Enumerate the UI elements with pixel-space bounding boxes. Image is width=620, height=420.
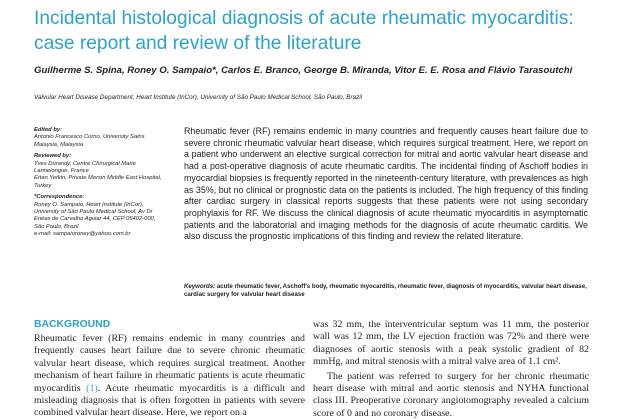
correspondence-text: Roney O. Sampaio, Heart Institute (InCor), University of São Paulo Medical School, Av Dr Enéas de Carvalho Aguiar 44, CEP 05402-000, São Paulo, Brazil e-mail: sampaioroney@yahoo.com.br [34, 201, 156, 238]
case-right-column [313, 319, 589, 420]
background-text-1: Rheumatic fever (RF) remains endemic in many countries and frequently causes heart failure due to severe chronic rheumatic valvular heart disease, which requires surgical treatment. Another mechanism of heart failure in rheumatic patients is acute rheumatic myocarditis [34, 333, 305, 394]
background-heading: BACKGROUND [34, 319, 111, 330]
keywords-label: Keywords: [184, 283, 216, 290]
edited-by-label: Edited by: [34, 127, 63, 133]
reviewed-by-block [34, 153, 166, 190]
reference-link-1[interactable]: (1) [86, 382, 98, 394]
abstract-text: Rheumatic fever (RF) remains endemic in many countries and frequently causes heart failure due to severe chronic rheumatic valvular heart disease, which requires surgical treatment. Here, we report on a patient who underwent an elective surgical correction for mitral and aortic valvular heart disease and had a post-operative diagnosis of acute rheumatic carditis. The incidental finding of Aschoff bodies in myocardial biopsies is frequently reported in the nineteenth-century literature, with prevalences as high as 35%, but no clinical or prognostic data on the patients is included. The high frequency of this finding after cardiac surgery in classical reports suggests that these patients were not using secondary prophylaxis for RF. We discuss the clinical diagnosis of acute rheumatic myocarditis in asymptomatic patients and the laboratorial and imaging methods for the diagnosis of acute rheumatic carditis. We also discuss the prognostic implications of this finding and review the related literature. [184, 126, 588, 242]
keywords-text: acute rheumatic fever, Aschoff's body, rheumatic myocarditis, rheumatic fever, diagnosis of myocarditis, valvular heart disease, cardiac surgery for valvular heart disease [184, 283, 587, 299]
keywords [184, 283, 588, 299]
background-text-2: . Acute rheumatic myocarditis is a difficult and misleading diagnosis that is often forgotten in patients with severe combined valvular heart disease. Here, we report on a [34, 382, 305, 419]
reviewed-by-text: Yves Durandy, Centre Chirurgical Marie Lannelongue, France Ertan Yetkin, Private Mersin Middle East Hospital, Turkey [34, 160, 162, 189]
case-paragraph-1: was 32 mm, the interventricular septum was 11 mm, the posterior wall was 12 mm, the LV ejection fraction was 72% and there were diagnoses of aortic stenosis with a peak systolic gradient of 82 mmHg, and mitral stenosis with a mitral valve area of 1.1 cm². [313, 319, 589, 368]
edited-by-block [34, 127, 166, 149]
correspondence-label: *Correspondence: [34, 194, 85, 201]
reviewed-by-label: Reviewed by: [34, 153, 72, 160]
correspondence-block [34, 194, 166, 238]
editorial-sidebar [34, 127, 166, 243]
edited-by-text: Antonio Francesco Corno, University Sains Malaysia, Malaysia [34, 134, 145, 148]
case-paragraph-2: The patient was referred to surgery for her chronic rheumatic heart disease with mitral and aortic stenosis and NYHA functional class III. Preoperative coronary angiotomography revealed a calcium score of 0 and no coronary disease. [313, 370, 589, 419]
affiliation: Valvular Heart Disease Department, Heart Institute (InCor), University of São Paulo Medical School, São Paulo, Brazil [34, 94, 363, 101]
author-list: Guilherme S. Spina, Roney O. Sampaio*, Carlos E. Branco, George B. Miranda, Vitor E. E. Rosa and Flávio Tarasoutchi [34, 65, 573, 76]
background-left-column [34, 333, 305, 420]
article-title: Incidental histological diagnosis of acute rheumatic myocarditis: case report and review of the literature [34, 8, 574, 54]
